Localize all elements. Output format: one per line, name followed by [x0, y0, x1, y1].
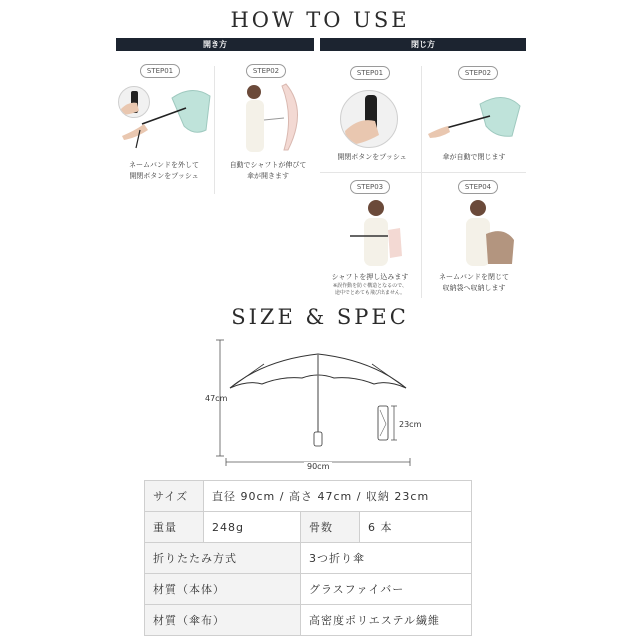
height-dimension: 47cm [205, 394, 228, 403]
table-row [145, 574, 472, 605]
ribs-value: 6 本 [360, 512, 472, 543]
open-step2-illustration [232, 80, 312, 154]
size-label: サイズ [145, 481, 204, 512]
table-row [145, 543, 472, 574]
ribs-label: 骨数 [301, 512, 360, 543]
step-note: ※誤作動を防ぐ構造となるので、 途中でとめても飛び出ません。 [332, 283, 408, 296]
close-header: 閉じ方 [320, 38, 526, 51]
close-step2-illustration [424, 86, 524, 148]
umbrella-dimension-diagram [204, 334, 434, 470]
step-label: STEP04 [458, 180, 498, 194]
divider [320, 172, 526, 173]
step-label: STEP03 [350, 180, 390, 194]
folded-dimension: 23cm [399, 420, 422, 429]
step-caption: ネームバンドを閉じて 収納袋へ収納します [439, 273, 509, 292]
weight-value: 248g [204, 512, 301, 543]
frame-material-label: 材質（本体） [145, 574, 301, 605]
step-caption: 自動でシャフトが伸びて 傘が開きます [229, 161, 307, 180]
step-caption: シャフトを押し込みます [331, 273, 409, 281]
how-to-use-title: HOW TO USE [230, 8, 410, 32]
divider [214, 66, 215, 194]
weight-label: 重量 [145, 512, 204, 543]
divider [421, 66, 422, 298]
step-caption: ネームバンドを外して 開閉ボタンをプッシュ [129, 161, 199, 180]
step-label: STEP01 [350, 66, 390, 80]
step-label: STEP02 [246, 64, 286, 78]
close-step3-illustration [336, 196, 416, 266]
fabric-material-label: 材質（傘布） [145, 605, 301, 636]
size-value: 直径 90cm / 高さ 47cm / 収納 23cm [204, 481, 472, 512]
step-caption: 開閉ボタンをプッシュ [337, 153, 407, 161]
table-row [145, 605, 472, 636]
open-header: 開き方 [116, 38, 314, 51]
size-spec-title: SIZE & SPEC [231, 305, 409, 329]
frame-material-value: グラスファイバー [301, 574, 472, 605]
fold-label: 折りたたみ方式 [145, 543, 301, 574]
step-caption: 傘が自動で閉じます [442, 153, 506, 161]
table-row [145, 481, 472, 512]
close-step1-illustration [340, 90, 398, 148]
table-row [145, 512, 472, 543]
spec-table [144, 480, 472, 636]
step-label: STEP02 [458, 66, 498, 80]
button-detail-circle [118, 86, 150, 118]
fabric-material-value: 高密度ポリエステル繊維 [301, 605, 472, 636]
width-dimension: 90cm [304, 462, 332, 471]
step-label: STEP01 [140, 64, 180, 78]
fold-value: 3つ折り傘 [301, 543, 472, 574]
close-step4-illustration [448, 196, 522, 266]
